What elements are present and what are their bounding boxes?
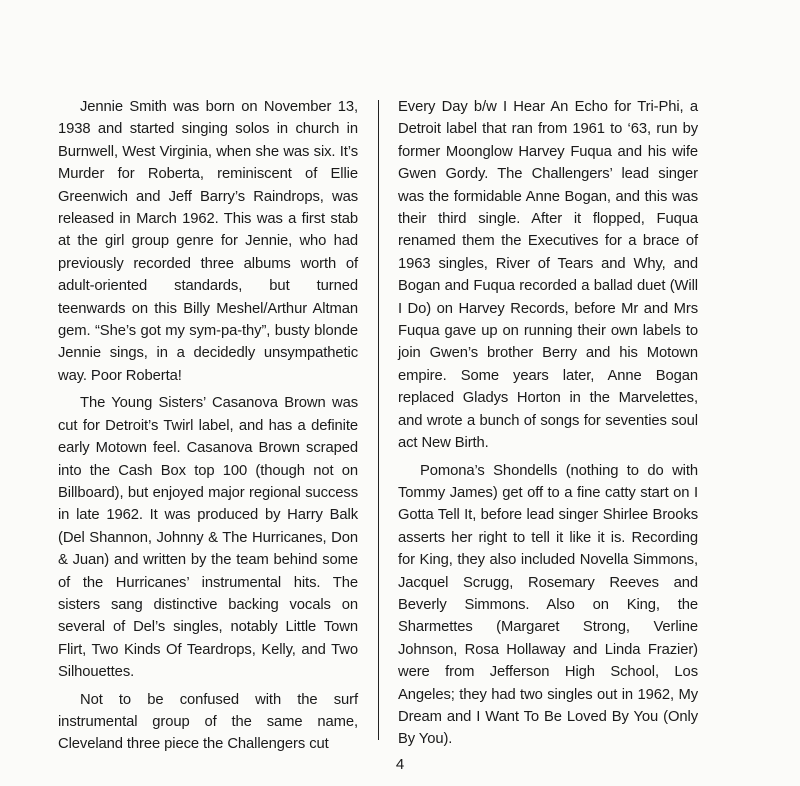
left-text-column bbox=[58, 96, 358, 761]
paragraph-shondells: Pomona’s Shondells (nothing to do with Tommy James) get off to a fine catty start on I Gotta Tell It, before lead singer Shirlee Brooks asserts her right to tell it like it is. Recording for King, they also included Novella Simmons, Jacquel Scrugg, Rosemary Reeves and Beverly Simmons. Also on King, the Sharmettes (Margaret Strong, Verline Johnson, Rosa Hollaway and Linda Frazier) were from Jefferson High School, Los Angeles; they had two singles out in 1962, My Dream and I Want To Be Loved By You (Only By You). bbox=[398, 462, 698, 748]
paragraph-young-sisters: The Young Sisters’ Casanova Brown was cut for Detroit’s Twirl label, and has a definite early Motown feel. Casanova Brown scraped into the Cash Box top 100 (though not on Billboard), but enjoyed major regional success in late 1962. It was produced by Harry Balk (Del Shannon, Johnny & The Hurricanes, Don & Juan) and written by the team behind some of the Hurricanes’ instrumental hits. The sisters sang distinctive backing vocals on several of Del’s singles, notably Little Town Flirt, Two Kinds Of Teardrops, Kelly, and Two Silhouettes. bbox=[58, 395, 358, 681]
paragraph-challengers-start: Not to be confused with the surf instrumental group of the same name, Cleveland three piece the Challengers cut bbox=[58, 691, 358, 753]
page-number: 4 bbox=[395, 756, 405, 773]
paragraph-jennie-smith: Jennie Smith was born on November 13, 1938 and started singing solos in church in Burnwell, West Virginia, when she was six. It’s Murder for Roberta, reminiscent of Ellie Greenwich and Jeff Barry’s Raindrops, was released in March 1962. This was a first stab at the girl group genre for Jennie, who had previously recorded three albums worth of adult-oriented standards, but turned teenwards on this Billy Meshel/Arthur Altman gem. “She’s got my sym-pa-thy”, busty blonde Jennie sings, in a decidedly unsympathetic way. Poor Roberta! bbox=[58, 99, 358, 384]
paragraph-challengers-continued: Every Day b/w I Hear An Echo for Tri-Phi, a Detroit label that ran from 1961 to ‘63, run by former Moonglow Harvey Fuqua and his wife Gwen Gordy. The Challengers’ lead singer was the formidable Anne Bogan, and this was their third single. After it flopped, Fuqua renamed them the Executives for a brace of 1963 singles, River of Tears and Why, and Bogan and Fuqua recorded a ballad duet (Will I Do) on Harvey Records, before Mr and Mrs Fuqua gave up on running their own labels to join Gwen’s brother Berry and his Motown empire. Some years later, Anne Bogan replaced Gladys Horton in the Marvelettes, and wrote a bunch of songs for seventies soul act New Birth. bbox=[398, 99, 698, 452]
column-divider bbox=[378, 100, 379, 740]
right-text-column bbox=[398, 96, 698, 756]
